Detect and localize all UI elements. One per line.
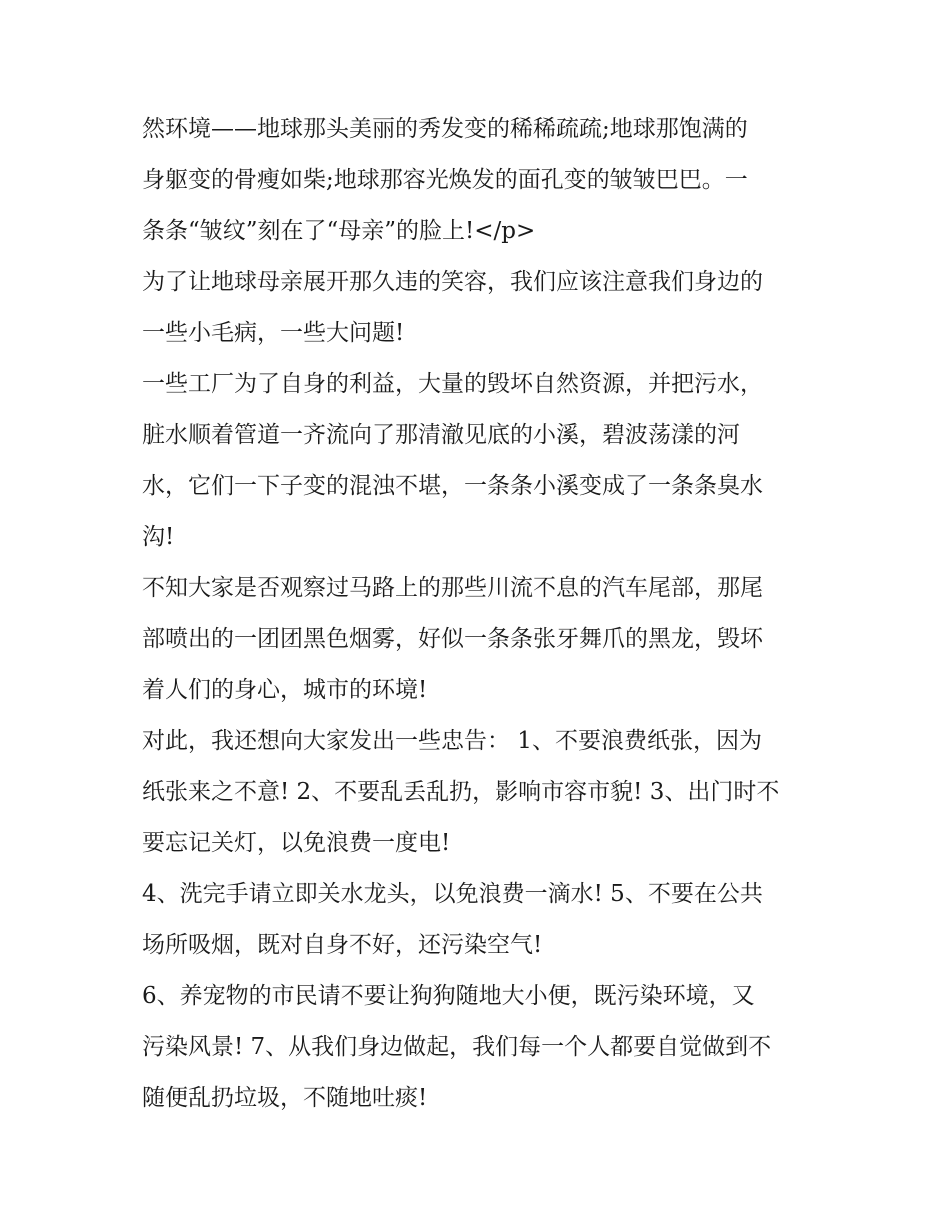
text-line: 一些小毛病，一些大问题!	[142, 320, 405, 346]
text-line: 6、养宠物的市民请不要让狗狗随地大小便，既污染环境，又	[142, 983, 755, 1009]
text-line: 条条“皱纹”刻在了“母亲”的脸上!</p>	[142, 218, 536, 244]
text-line: 然环境——地球那头美丽的秀发变的稀稀疏疏;地球那饱满的	[142, 116, 748, 142]
text-line: 纸张来之不意! 2、不要乱丢乱扔，影响市容市貌! 3、出门时不	[142, 779, 780, 805]
text-line: 不知大家是否观察过马路上的那些川流不息的汽车尾部，那尾	[142, 575, 763, 601]
text-line: 身躯变的骨瘦如柴;地球那容光焕发的面孔变的皱皱巴巴。一	[142, 167, 748, 193]
text-line: 为了让地球母亲展开那久违的笑容，我们应该注意我们身边的	[142, 269, 763, 295]
text-line: 污染风景! 7、从我们身边做起，我们每一个人都要自觉做到不	[142, 1034, 772, 1060]
text-line: 水，它们一下子变的混浊不堪，一条条小溪变成了一条条臭水	[142, 473, 763, 499]
text-line: 一些工厂为了自身的利益，大量的毁坏自然资源，并把污水，	[142, 371, 763, 397]
text-line: 随便乱扔垃圾，不随地吐痰!	[142, 1085, 428, 1111]
text-line: 场所吸烟，既对自身不好，还污染空气!	[142, 932, 543, 958]
text-line: 部喷出的一团团黑色烟雾，好似一条条张牙舞爪的黑龙，毁坏	[142, 626, 763, 652]
text-line: 脏水顺着管道一齐流向了那清澈见底的小溪，碧波荡漾的河	[142, 422, 740, 448]
text-line: 4、洗完手请立即关水龙头，以免浪费一滴水! 5、不要在公共	[142, 881, 763, 907]
text-line: 对此，我还想向大家发出一些忠告： 1、不要浪费纸张，因为	[142, 728, 762, 754]
text-line: 沟!	[142, 524, 175, 550]
text-line: 要忘记关灯，以免浪费一度电!	[142, 830, 451, 856]
text-line: 着人们的身心，城市的环境!	[142, 677, 428, 703]
document-body	[142, 104, 817, 1124]
